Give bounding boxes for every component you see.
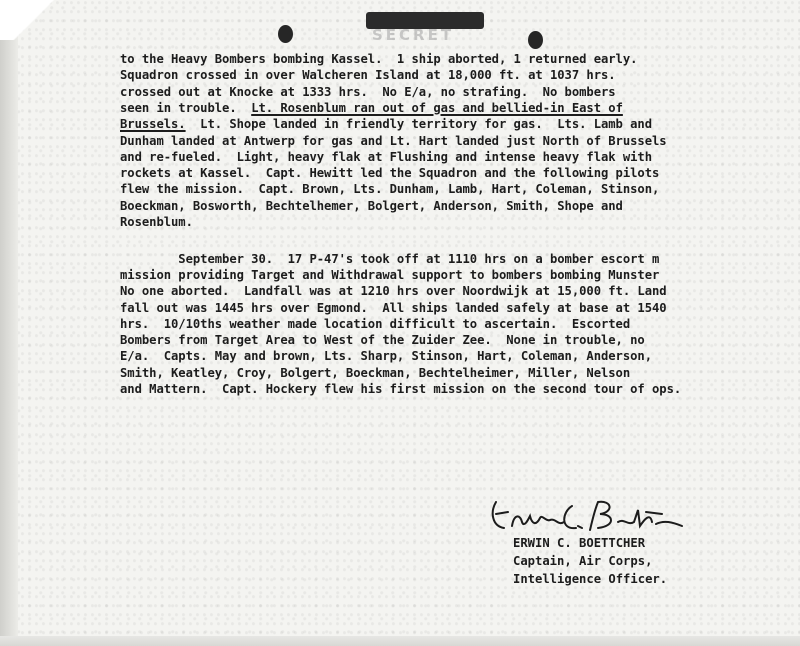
body-line [120, 300, 667, 316]
scan-bottom-edge [0, 636, 800, 646]
body-line-text: Squadron crossed in over Walcheren Island at 18,000 ft. at 1037 hrs. [120, 68, 616, 83]
body-line-text: Boeckman, Bosworth, Bechtelhemer, Bolgert, Anderson, Smith, Shope and [120, 198, 623, 213]
underlined-text: Lt. Rosenblum ran out of gas and bellied-in East of [251, 100, 623, 115]
body-line-text: E/a. Capts. May and brown, Lts. Sharp, Stinson, Hart, Coleman, Anderson, [120, 349, 652, 364]
stamp-text: SECRET [372, 26, 455, 44]
body-line [120, 51, 637, 67]
body-line-tail: Lt. Shope landed in friendly territory for gas. Lts. Lamb and [185, 117, 652, 132]
body-line-text: and Mattern. Capt. Hockery flew his first mission on the second tour of ops. [120, 382, 682, 396]
body-line-text: seen in trouble. [120, 100, 252, 115]
body-line-text: mission providing Target and Withdrawal support to bombers bombing Munster [120, 267, 660, 282]
signer-office: Intelligence Officer. [513, 572, 668, 586]
body-line [120, 267, 659, 283]
handwritten-signature [486, 492, 686, 538]
body-line [120, 84, 616, 100]
body-line-text: and re-fueled. Light, heavy flak at Flushing and intense heavy flak with [120, 149, 652, 164]
body-line [120, 381, 681, 397]
body-line-text: No one aborted. Landfall was at 1210 hrs over Noordwijk at 15,000 ft. Land [120, 284, 667, 299]
body-line [120, 283, 667, 299]
signature-block [480, 488, 700, 588]
body-line-text: Bombers from Target Area to West of the Zuider Zee. None in trouble, no [120, 333, 645, 348]
underlined-text: Brussels. [120, 117, 186, 132]
body-line [120, 316, 630, 332]
body-line-text: to the Heavy Bombers bombing Kassel. 1 ship aborted, 1 returned early. [120, 52, 638, 66]
body-line [120, 181, 659, 197]
body-line [120, 67, 616, 83]
signer-name: ERWIN C. BOETTCHER [513, 536, 646, 550]
punch-hole-left [278, 25, 293, 43]
signer-rank: Captain, Air Corps, [513, 554, 653, 568]
body-line-text: rockets at Kassel. Capt. Hewitt led the Squadron and the following pilots [120, 166, 660, 181]
body-line-text: Rosenblum. [120, 215, 193, 229]
body-line [120, 100, 623, 116]
body-line [120, 149, 652, 165]
body-line-text: Dunham landed at Antwerp for gas and Lt. Hart landed just North of Brussels [120, 133, 667, 148]
body-line [120, 198, 623, 214]
scan-margin-shadow [0, 0, 18, 646]
punch-hole-right [528, 31, 543, 49]
body-line [120, 133, 667, 149]
body-line-text: flew the mission. Capt. Brown, Lts. Dunham, Lamb, Hart, Coleman, Stinson, [120, 182, 660, 197]
body-line [120, 165, 659, 181]
body-line [120, 348, 652, 364]
folded-corner [0, 0, 70, 40]
body-line [120, 116, 652, 132]
body-line-text: crossed out at Knocke at 1333 hrs. No E/a, no strafing. No bombers [120, 84, 616, 99]
body-line-text: hrs. 10/10ths weather made location difficult to ascertain. Escorted [120, 316, 631, 331]
body-line-text: fall out was 1445 hrs over Egmond. All ships landed safely at base at 1540 [120, 300, 667, 315]
classification-stamp [366, 12, 484, 42]
body-line [120, 251, 659, 267]
body-line [120, 365, 630, 381]
body-line-text: Smith, Keatley, Croy, Bolgert, Boeckman, Bechtelheimer, Miller, Nelson [120, 365, 631, 380]
body-line-text: September 30. 17 P-47's took off at 1110 hrs on a bomber escort m [120, 251, 660, 266]
body-line [120, 332, 645, 348]
body-line [120, 214, 193, 230]
